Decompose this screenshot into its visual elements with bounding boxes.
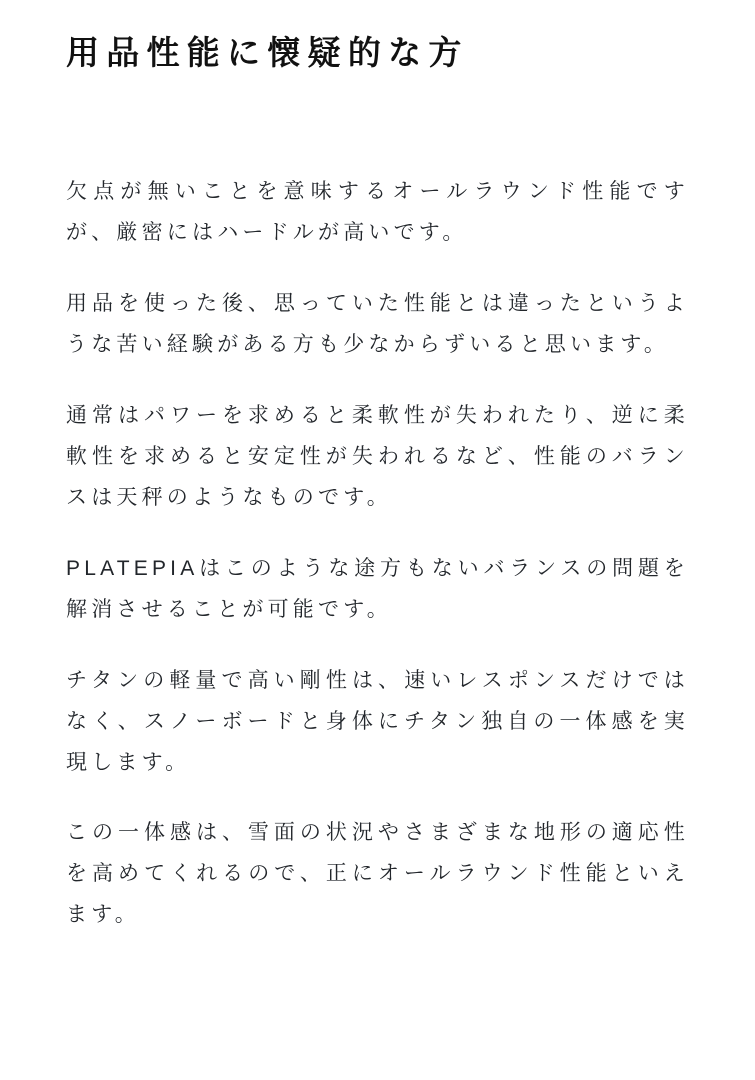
paragraph: この一体感は、雪面の状況やさまざまな地形の適応性を高めてくれるので、正にオールラウンド性能といえます。 [66, 821, 689, 927]
paragraph: 用品を使った後、思っていた性能とは違ったというような苦い経験がある方も少なからずいると思います。 [66, 292, 689, 356]
paragraph: チタンの軽量で高い剛性は、速いレスポンスだけではなく、スノーボードと身体にチタン独自の一体感を実現します。 [66, 668, 689, 774]
paragraph: 通常はパワーを求めると柔軟性が失われたり、逆に柔軟性を求めると安定性が失われるなど、性能のバランスは天秤のようなものです。 [66, 403, 689, 509]
page-title: 用品性能に懐疑的な方 [66, 34, 469, 71]
paragraph: 欠点が無いことを意味するオールラウンド性能ですが、厳密にはハードルが高いです。 [66, 180, 689, 245]
document-body [66, 172, 689, 936]
paragraph: PLATEPIAはこのような途方もないバランスの問題を解消させることが可能です。 [66, 556, 689, 621]
